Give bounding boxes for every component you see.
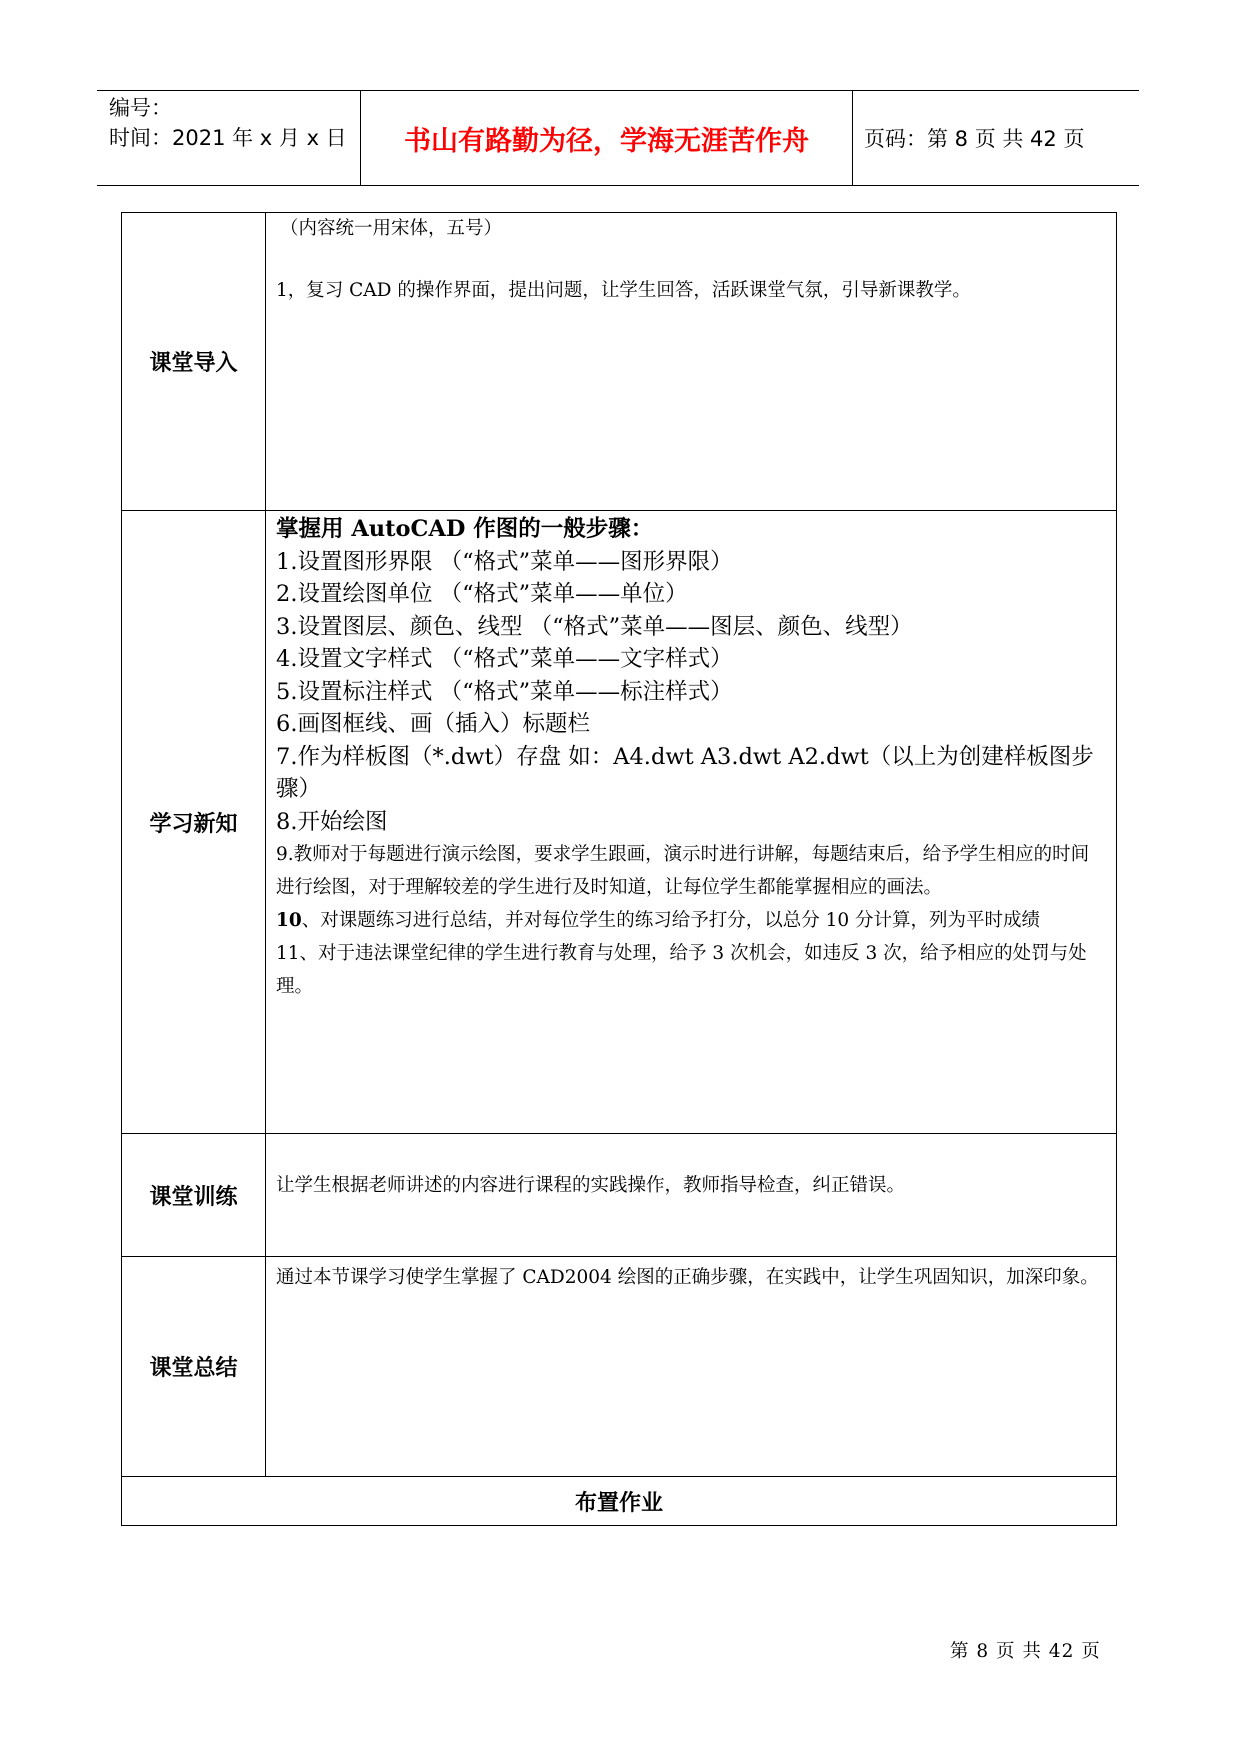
step-item: 5.设置标注样式 （“格式”菜单——标注样式） [276, 678, 733, 705]
summary-text: 通过本节课学习使学生掌握了 CAD2004 绘图的正确步骤，在实践中，让学生巩固知识，加深印象。 [276, 1267, 1099, 1288]
row-summary [122, 1257, 1116, 1477]
step-item: 1.设置图形界限 （“格式”菜单——图形界限） [276, 548, 733, 575]
step-item: 2.设置绘图单位 （“格式”菜单——单位） [276, 581, 688, 607]
header-motto: 书山有路勤为径，学海无涯苦作舟 [361, 91, 853, 185]
row-training [122, 1134, 1116, 1257]
row-new-knowledge-content [266, 511, 1116, 1133]
new-knowledge-heading: 掌握用 AutoCAD 作图的一般步骤： [276, 516, 654, 542]
intro-item-1: 1，复习 CAD 的操作界面，提出问题，让学生回答，活跃课堂气氛，引导新课教学。 [276, 280, 971, 301]
row-new-knowledge-label: 学习新知 [122, 511, 266, 1133]
row-intro-label: 课堂导入 [122, 213, 266, 510]
row-summary-label: 课堂总结 [122, 1257, 266, 1476]
intro-note: （内容统一用宋体，五号） [280, 218, 503, 239]
row-intro-content [266, 213, 1116, 510]
row-training-content [266, 1134, 1116, 1256]
item-11: 11、对于违法课堂纪律的学生进行教育与处理，给予 3 次机会，如违反 3 次，给予相应的处罚与处理。 [276, 943, 1087, 997]
page-header [97, 90, 1139, 186]
header-number-label: 编号： [109, 96, 172, 120]
row-intro [122, 213, 1116, 511]
step-item: 7.作为样板图（*.dwt）存盘 如：A4.dwt A3.dwt A2.dwt（以上为创建样板图步骤） [276, 743, 1094, 802]
page-footer-number: 第 8 页 共 42 页 [950, 1641, 1101, 1662]
step-item: 6.画图框线、画（插入）标题栏 [276, 711, 590, 737]
item-9: 9.教师对于每题进行演示绘图，要求学生跟画，演示时进行讲解，每题结束后，给予学生相应的时间进行绘图，对于理解较差的学生进行及时知道，让每位学生都能掌握相应的画法。 [276, 844, 1090, 898]
row-new-knowledge [122, 511, 1116, 1134]
row-training-label: 课堂训练 [122, 1134, 266, 1256]
row-homework-label: 布置作业 [574, 1490, 663, 1516]
lesson-table [121, 212, 1117, 1526]
step-item: 3.设置图层、颜色、线型 （“格式”菜单——图层、颜色、线型） [276, 613, 913, 640]
header-meta [97, 91, 361, 185]
step-item: 4.设置文字样式 （“格式”菜单——文字样式） [276, 646, 733, 672]
step-item: 8.开始绘图 [276, 808, 388, 835]
header-page-label: 页码：第 8 页 共 42 页 [864, 127, 1085, 151]
item-10-number: 10 [276, 910, 302, 931]
row-summary-content [266, 1257, 1116, 1476]
header-time-label: 时间：2021 年 x 月 x 日 [109, 126, 347, 150]
training-text: 让学生根据老师讲述的内容进行课程的实践操作，教师指导检查，纠正错误。 [276, 1175, 906, 1196]
item-10-text: 、对课题练习进行总结，并对每位学生的练习给予打分，以总分 10 分计算，列为平时成绩 [301, 910, 1041, 931]
item-10 [276, 904, 1106, 937]
